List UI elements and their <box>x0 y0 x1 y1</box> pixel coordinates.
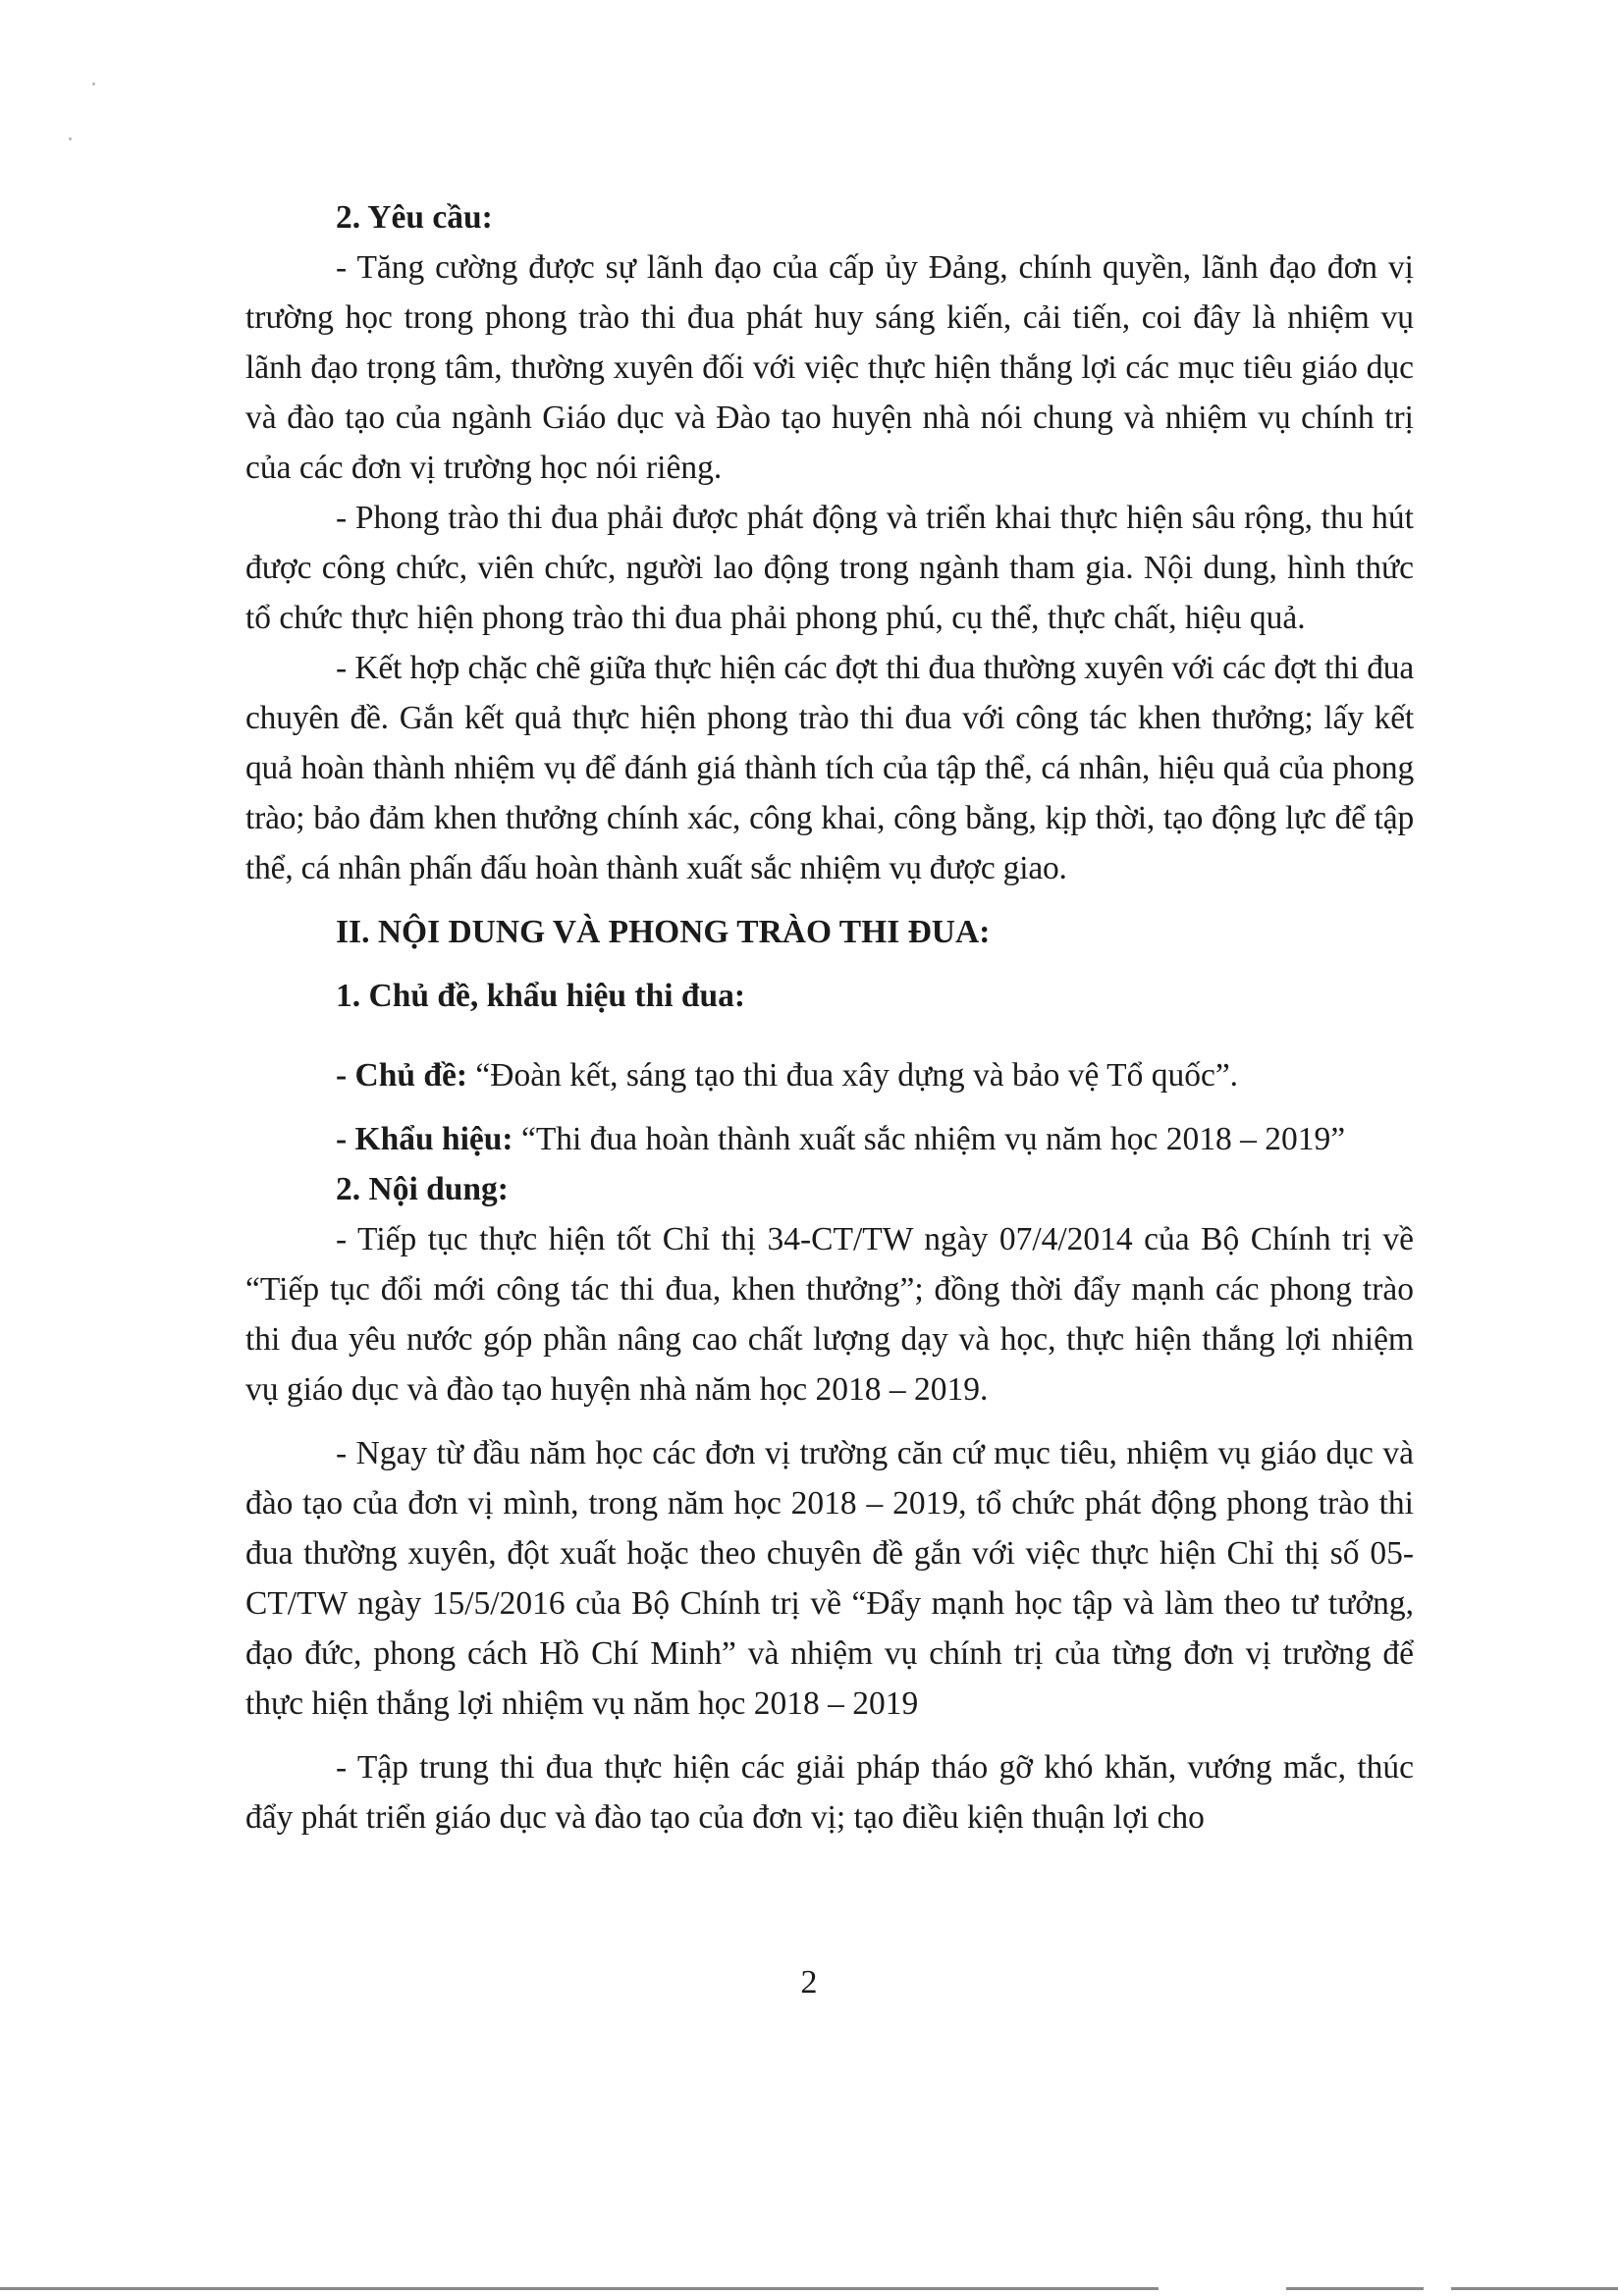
heading-noi-dung: 2. Nội dung: <box>336 1171 509 1207</box>
heading-yeu-cau: 2. Yêu cầu: <box>336 199 493 236</box>
paragraph-1: - Tăng cường được sự lãnh đạo của cấp ủy Đảng, chính quyền, lãnh đạo đơn vị trường học trong phong trào thi đua phát huy sáng kiến, cải tiến, coi đây là nhiệm vụ lãnh đạo trọng tâm, thường xuyên đối với việc thực hiện thắng lợi các mục tiêu giáo dục và đào tạo của ngành Giáo dục và Đào tạo huyện nhà nói chung và nhiệm vụ chính trị của các đơn vị trường học nói riêng. <box>245 249 1414 486</box>
scan-speck <box>69 137 72 140</box>
bottom-edge-line <box>0 2287 1159 2290</box>
bottom-edge-line <box>1451 2287 1618 2290</box>
khau-hieu-line <box>245 1114 1414 1164</box>
khau-hieu-label: - Khẩu hiệu: <box>336 1121 513 1157</box>
chu-de-label: - Chủ đề: <box>336 1057 468 1094</box>
bottom-edge-line <box>1286 2287 1424 2290</box>
heading-chu-de: 1. Chủ đề, khẩu hiệu thi đua: <box>336 978 746 1014</box>
scan-speck <box>92 82 95 85</box>
paragraph-3: - Kết hợp chặc chẽ giữa thực hiện các đợt thi đua thường xuyên với các đợt thi đua chuyên đề. Gắn kết quả thực hiện phong trào thi đua với công tác khen thưởng; lấy kết quả hoàn thành nhiệm vụ để đánh giá thành tích của tập thể, cá nhân, hiệu quả của phong trào; bảo đảm khen thưởng chính xác, công khai, công bằng, kịp thời, tạo động lực để tập thể, cá nhân phấn đấu hoàn thành xuất sắc nhiệm vụ được giao. <box>245 650 1414 886</box>
chu-de-line <box>245 1050 1414 1100</box>
heading-section-ii: II. NỘI DUNG VÀ PHONG TRÀO THI ĐUA: <box>336 914 991 950</box>
paragraph-4: - Tiếp tục thực hiện tốt Chỉ thị 34-CT/TW ngày 07/4/2014 của Bộ Chính trị về “Tiếp tục đổi mới công tác thi đua, khen thưởng”; đồng thời đẩy mạnh các phong trào thi đua yêu nước góp phần nâng cao chất lượng dạy và học, thực hiện thắng lợi nhiệm vụ giáo dục và đào tạo huyện nhà năm học 2018 – 2019. <box>245 1221 1414 1408</box>
paragraph-6: - Tập trung thi đua thực hiện các giải pháp tháo gỡ khó khăn, vướng mắc, thúc đẩy phát triển giáo dục và đào tạo của đơn vị; tạo điều kiện thuận lợi cho <box>245 1749 1414 1836</box>
paragraph-5: - Ngay từ đầu năm học các đơn vị trường căn cứ mục tiêu, nhiệm vụ giáo dục và đào tạo của đơn vị mình, trong năm học 2018 – 2019, tổ chức phát động phong trào thi đua thường xuyên, đột xuất hoặc theo chuyên đề gắn với việc thực hiện Chỉ thị số 05-CT/TW ngày 15/5/2016 của Bộ Chính trị về “Đẩy mạnh học tập và làm theo tư tưởng, đạo đức, phong cách Hồ Chí Minh” và nhiệm vụ chính trị của từng đơn vị trường để thực hiện thắng lợi nhiệm vụ năm học 2018 – 2019 <box>245 1435 1414 1722</box>
khau-hieu-text: “Thi đua hoàn thành xuất sắc nhiệm vụ năm học 2018 – 2019” <box>512 1121 1346 1157</box>
page-number: 2 <box>800 1964 818 2001</box>
chu-de-text: “Đoàn kết, sáng tạo thi đua xây dựng và bảo vệ Tổ quốc”. <box>467 1057 1239 1094</box>
paragraph-2: - Phong trào thi đua phải được phát động và triển khai thực hiện sâu rộng, thu hút được công chức, viên chức, người lao động trong ngành tham gia. Nội dung, hình thức tổ chức thực hiện phong trào thi đua phải phong phú, cụ thể, thực chất, hiệu quả. <box>245 500 1414 636</box>
document-body <box>245 192 1414 1842</box>
